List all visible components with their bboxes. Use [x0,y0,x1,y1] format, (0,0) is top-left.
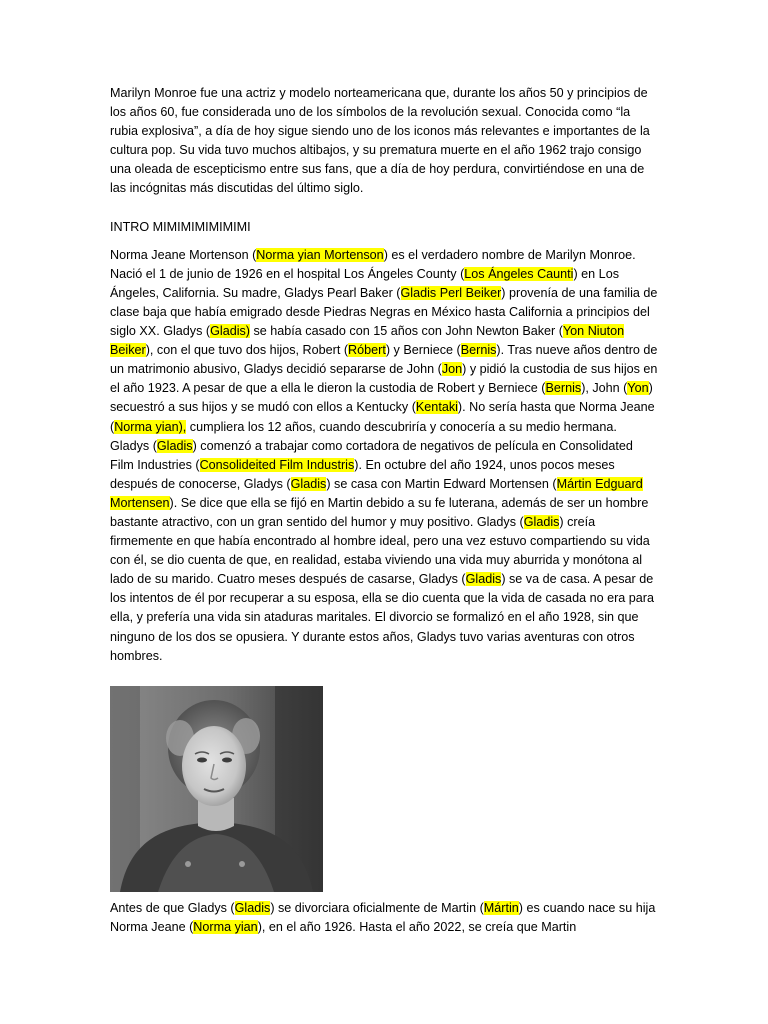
text-run: se había casado con 15 años con John Newton Baker ( [249,324,563,339]
text-run: ) secuestró a sus hijos y se mudó con ellos a Kentucky ( [110,381,653,415]
text-run: ). No sería hasta que Norma Jeane ( [110,400,655,434]
highlight-pronunciation: Consolideited Film Industris [199,457,355,472]
highlight-pronunciation: Róbert [348,343,386,358]
highlight-pronunciation: Bernis [460,343,497,358]
text-run: ), John ( [581,381,628,396]
biography-paragraph [110,246,658,666]
text-run: ) se casa con Martin Edward Mortensen ( [326,476,557,491]
text-run: ) comenzó a trabajar como cortadora de negativos de película en Consolidated Film Industries ( [110,438,633,472]
highlight-pronunciation: Yon [627,381,649,396]
text-run: ) provenía de una familia de clase baja que había emigrado desde Piedras Negras en México hasta California a principios del siglo XX. Gladys ( [110,285,658,339]
highlight-pronunciation: Los Ángeles Caunti [464,266,574,281]
text-run: ) y pidió la custodia de sus hijos en el año 1923. A pesar de que a ella le dieron la custodia de Robert y Berniece ( [110,362,658,396]
section-heading: INTRO MIMIMIMIMIMIMI [110,219,251,234]
text-run: ) y Berniece ( [385,343,461,358]
highlight-pronunciation: Norma yian [193,919,258,934]
highlight-pronunciation: Jon [441,362,463,377]
text-run: ), en el año 1926. Hasta el año 2022, se creía que Martin [257,919,577,934]
text-run: Antes de que Gladys ( [110,900,235,915]
text-run: ) es el verdadero nombre de Marilyn Monroe. Nació el 1 de junio de 1926 en el hospital Los Ángeles County ( [110,247,636,281]
highlight-pronunciation: Gladis [290,476,327,491]
highlight-pronunciation: Gladis) [210,324,250,339]
highlight-pronunciation: Gladis [523,514,560,529]
highlight-pronunciation: Gladis [234,900,271,915]
highlight-pronunciation: Gladis [156,438,193,453]
highlight-pronunciation: Norma yian), [114,419,187,434]
highlight-pronunciation: Yon Niuton Beiker [110,324,625,358]
highlight-pronunciation: Norma yian Mortenson [256,247,384,262]
highlight-pronunciation: Mártin [483,900,519,915]
document-page [110,84,658,937]
highlight-pronunciation: Gladis [465,572,502,587]
text-run: cumpliera los 12 años, cuando descubriría y conocería a su medio hermana. Gladys ( [110,419,617,453]
text-run: ) se divorciara oficialmente de Martin ( [270,900,484,915]
portrait-image [110,686,323,892]
highlight-pronunciation: Gladis Perl Beiker [400,285,502,300]
text-run: ). En octubre del año 1924, unos pocos meses después de conocerse, Gladys ( [110,457,615,491]
highlight-pronunciation: Bernis [545,381,582,396]
closing-paragraph [110,899,658,937]
text-run: ). Tras nueve años dentro de un matrimonio abusivo, Gladys decidió separarse de John ( [110,343,658,377]
text-run: ). Se dice que ella se fijó en Martin debido a su fe luterana, además de ser un hombre bastante atractivo, con un gran sentido del humor y muy positivo. Gladys ( [110,495,649,529]
highlight-pronunciation: Kentaki [415,400,458,415]
text-run: ) creía firmemente en que había encontrado al hombre ideal, pero una vez estuvo compartiendo su vida con él, se dio cuenta de que, en realidad, estaba viviendo una vida muy aburrida y monótona al lado de su marido. Cuatro meses después de casarse, Gladys ( [110,514,650,587]
text-run: ) se va de casa. A pesar de los intentos de él por recuperar a su esposa, ella se dio cuenta que la vida de casada no era para ella, y prefería una vida sin ataduras maritales. El divorcio se formalizó en el año 1928, sin que ninguno de los dos se opusiera. Y durante estos años, Gladys tuvo varias aventuras con otros hombres. [110,572,654,663]
intro-paragraph: Marilyn Monroe fue una actriz y modelo norteamericana que, durante los años 50 y principios de los años 60, fue considerada uno de los símbolos de la revolución sexual. Conocida como “la rubia explosiva”, a día de hoy sigue siendo uno de los iconos más relevantes e importantes de la cultura pop. Su vida tuvo muchos altibajos, y su prematura muerte en el año 1962 trajo consigo una oleada de escepticismo entre sus fans, que a día de hoy perdura, convirtiéndose en una de las incógnitas más discutidas del último siglo. [110,86,650,196]
text-run: ), con el que tuvo dos hijos, Robert ( [145,343,349,358]
highlight-pronunciation: Mártin Edguard Mortensen [110,476,643,510]
text-run: ) en Los Ángeles, California. Su madre, Gladys Pearl Baker ( [110,266,619,300]
text-run: ) es cuando nace su hija Norma Jeane ( [110,900,656,934]
portrait-photo [110,686,323,892]
text-run: Norma Jeane Mortenson ( [110,247,257,262]
